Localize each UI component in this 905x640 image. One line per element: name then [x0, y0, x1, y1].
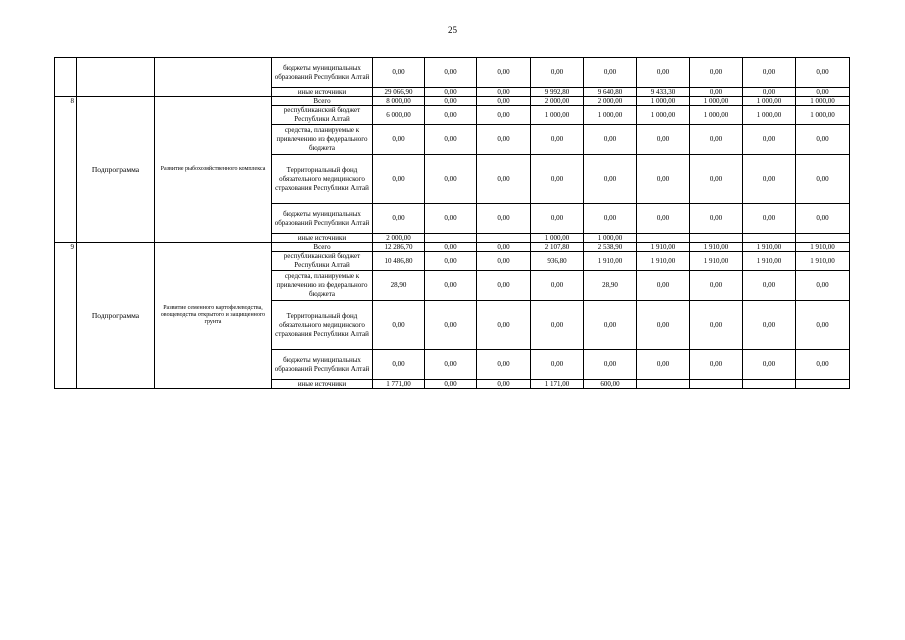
value-cell: 0,00 [425, 155, 477, 204]
value-cell: 0,00 [425, 97, 477, 106]
value-cell: 0,00 [477, 125, 531, 155]
value-cell: 0,00 [477, 301, 531, 350]
table-row [55, 58, 850, 88]
value-cell: 1 910,00 [690, 243, 743, 252]
value-cell: 6 000,00 [373, 106, 425, 125]
value-cell: 1 000,00 [796, 106, 850, 125]
funding-source-cell: Территориальный фонд обязательного медицинского страхования Республики Алтай [272, 155, 373, 204]
value-cell: 0,00 [373, 350, 425, 380]
value-cell: 0,00 [584, 125, 637, 155]
value-cell: 0,00 [637, 155, 690, 204]
value-cell: 0,00 [796, 271, 850, 301]
value-cell: 0,00 [637, 125, 690, 155]
value-cell: 0,00 [637, 58, 690, 88]
value-cell: 0,00 [425, 204, 477, 234]
value-cell: 1 000,00 [584, 234, 637, 243]
value-cell: 0,00 [477, 97, 531, 106]
value-cell: 0,00 [796, 204, 850, 234]
value-cell [477, 234, 531, 243]
value-cell: 1 000,00 [796, 97, 850, 106]
value-cell: 0,00 [637, 301, 690, 350]
value-cell: 0,00 [584, 58, 637, 88]
value-cell: 0,00 [531, 155, 584, 204]
value-cell: 0,00 [584, 350, 637, 380]
value-cell: 1 000,00 [690, 106, 743, 125]
value-cell: 0,00 [690, 88, 743, 97]
value-cell: 0,00 [373, 301, 425, 350]
value-cell: 0,00 [425, 58, 477, 88]
value-cell: 600,00 [584, 380, 637, 389]
funding-source-cell: Территориальный фонд обязательного медицинского страхования Республики Алтай [272, 301, 373, 350]
value-cell: 0,00 [373, 204, 425, 234]
row-number-cell: 9 [55, 243, 77, 389]
value-cell [796, 380, 850, 389]
funding-source-cell: республиканский бюджет Республики Алтай [272, 106, 373, 125]
program-name-cell: Подпрограмма [77, 97, 155, 243]
value-cell: 0,00 [477, 271, 531, 301]
value-cell: 0,00 [425, 252, 477, 271]
table-row [55, 97, 850, 106]
program-name-cell: Подпрограмма [77, 243, 155, 389]
value-cell [743, 234, 796, 243]
value-cell [796, 234, 850, 243]
value-cell: 2 538,90 [584, 243, 637, 252]
value-cell: 2 000,00 [373, 234, 425, 243]
value-cell: 0,00 [796, 58, 850, 88]
value-cell: 28,90 [373, 271, 425, 301]
value-cell: 0,00 [477, 88, 531, 97]
funding-source-cell: Всего [272, 243, 373, 252]
value-cell: 0,00 [584, 301, 637, 350]
value-cell: 0,00 [477, 350, 531, 380]
value-cell: 0,00 [796, 88, 850, 97]
value-cell: 2 000,00 [531, 97, 584, 106]
value-cell: 1 910,00 [743, 252, 796, 271]
value-cell: 28,90 [584, 271, 637, 301]
row-number-cell: 8 [55, 97, 77, 243]
value-cell: 0,00 [690, 155, 743, 204]
value-cell [637, 380, 690, 389]
funding-source-cell: бюджеты муниципальных образований Республики Алтай [272, 204, 373, 234]
value-cell: 0,00 [743, 204, 796, 234]
value-cell: 0,00 [690, 58, 743, 88]
value-cell: 0,00 [425, 350, 477, 380]
value-cell: 0,00 [743, 58, 796, 88]
value-cell: 0,00 [477, 380, 531, 389]
value-cell: 0,00 [796, 125, 850, 155]
budget-table [54, 57, 850, 389]
value-cell: 0,00 [373, 155, 425, 204]
funding-source-cell: иные источники [272, 234, 373, 243]
row-number-cell [55, 58, 77, 97]
value-cell: 1 000,00 [743, 97, 796, 106]
value-cell: 0,00 [425, 88, 477, 97]
value-cell: 0,00 [584, 204, 637, 234]
value-cell: 0,00 [477, 252, 531, 271]
table-row [55, 243, 850, 252]
value-cell: 1 771,00 [373, 380, 425, 389]
value-cell: 0,00 [584, 155, 637, 204]
value-cell: 0,00 [425, 380, 477, 389]
value-cell: 1 910,00 [796, 252, 850, 271]
value-cell: 0,00 [477, 58, 531, 88]
value-cell: 2 107,80 [531, 243, 584, 252]
value-cell: 1 000,00 [690, 97, 743, 106]
value-cell: 0,00 [743, 350, 796, 380]
value-cell: 0,00 [531, 125, 584, 155]
value-cell: 8 000,00 [373, 97, 425, 106]
value-cell: 0,00 [690, 301, 743, 350]
value-cell: 0,00 [477, 155, 531, 204]
value-cell [690, 380, 743, 389]
value-cell [425, 234, 477, 243]
value-cell: 1 910,00 [796, 243, 850, 252]
value-cell: 0,00 [690, 350, 743, 380]
value-cell: 0,00 [690, 204, 743, 234]
value-cell: 0,00 [690, 271, 743, 301]
value-cell: 12 286,70 [373, 243, 425, 252]
value-cell: 1 000,00 [584, 106, 637, 125]
value-cell: 0,00 [743, 271, 796, 301]
value-cell: 0,00 [743, 155, 796, 204]
value-cell: 0,00 [637, 350, 690, 380]
value-cell: 1 000,00 [531, 106, 584, 125]
program-description-cell: Развитие семенного картофелеводства, овощеводства открытого и защищенного грунта [155, 243, 272, 389]
program-description-cell: Развитие рыбохозяйственного комплекса [155, 97, 272, 243]
value-cell: 0,00 [425, 301, 477, 350]
value-cell: 0,00 [531, 271, 584, 301]
value-cell: 1 910,00 [743, 243, 796, 252]
value-cell: 1 910,00 [584, 252, 637, 271]
value-cell: 0,00 [743, 301, 796, 350]
value-cell: 0,00 [477, 204, 531, 234]
value-cell: 0,00 [477, 243, 531, 252]
value-cell: 9 640,80 [584, 88, 637, 97]
value-cell: 0,00 [425, 271, 477, 301]
program-description-cell [155, 58, 272, 97]
value-cell [690, 234, 743, 243]
funding-source-cell: иные источники [272, 380, 373, 389]
value-cell: 2 000,00 [584, 97, 637, 106]
value-cell: 9 433,30 [637, 88, 690, 97]
value-cell: 0,00 [425, 125, 477, 155]
value-cell: 1 000,00 [531, 234, 584, 243]
value-cell: 1 910,00 [690, 252, 743, 271]
value-cell: 0,00 [425, 243, 477, 252]
value-cell: 0,00 [373, 58, 425, 88]
funding-source-cell: средства, планируемые к привлечению из федерального бюджета [272, 271, 373, 301]
funding-source-cell: республиканский бюджет Республики Алтай [272, 252, 373, 271]
value-cell: 0,00 [425, 106, 477, 125]
value-cell: 0,00 [637, 271, 690, 301]
funding-source-cell: бюджеты муниципальных образований Республики Алтай [272, 350, 373, 380]
value-cell: 936,80 [531, 252, 584, 271]
funding-source-cell: иные источники [272, 88, 373, 97]
value-cell: 0,00 [531, 301, 584, 350]
funding-source-cell: средства, планируемые к привлечению из федерального бюджета [272, 125, 373, 155]
value-cell: 1 000,00 [637, 97, 690, 106]
value-cell: 1 000,00 [743, 106, 796, 125]
value-cell: 0,00 [796, 155, 850, 204]
value-cell: 0,00 [531, 350, 584, 380]
value-cell: 1 910,00 [637, 243, 690, 252]
value-cell: 0,00 [477, 106, 531, 125]
value-cell [743, 380, 796, 389]
value-cell: 10 486,80 [373, 252, 425, 271]
value-cell: 0,00 [531, 204, 584, 234]
value-cell: 0,00 [796, 301, 850, 350]
funding-source-cell: бюджеты муниципальных образований Республики Алтай [272, 58, 373, 88]
value-cell: 29 066,90 [373, 88, 425, 97]
value-cell: 0,00 [743, 88, 796, 97]
value-cell: 1 171,00 [531, 380, 584, 389]
value-cell: 0,00 [796, 350, 850, 380]
value-cell: 0,00 [531, 58, 584, 88]
program-name-cell [77, 58, 155, 97]
value-cell: 0,00 [373, 125, 425, 155]
value-cell: 1 910,00 [637, 252, 690, 271]
funding-source-cell: Всего [272, 97, 373, 106]
value-cell: 0,00 [637, 204, 690, 234]
value-cell: 0,00 [690, 125, 743, 155]
value-cell: 0,00 [743, 125, 796, 155]
value-cell [637, 234, 690, 243]
page-number: 25 [448, 25, 457, 35]
value-cell: 1 000,00 [637, 106, 690, 125]
value-cell: 9 992,80 [531, 88, 584, 97]
